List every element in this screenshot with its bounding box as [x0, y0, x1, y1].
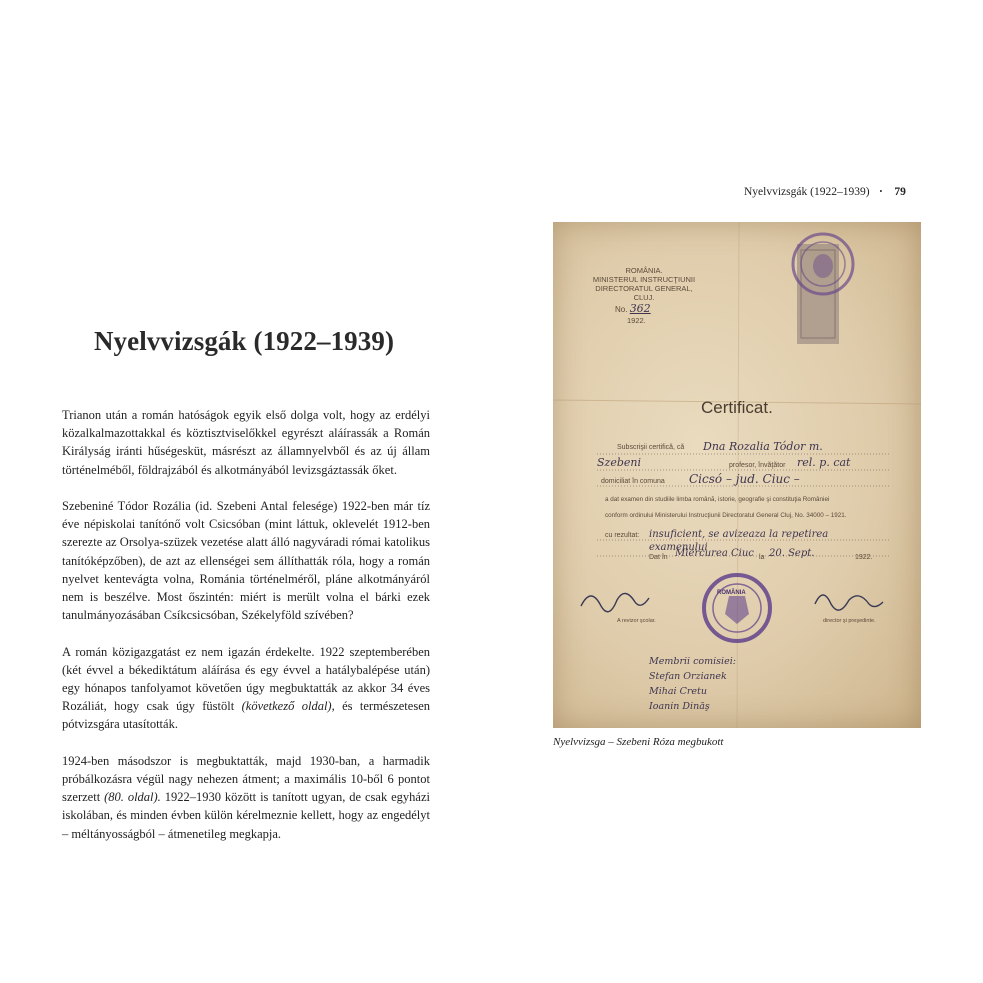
- commission-signatures: [649, 654, 736, 714]
- left-signature-label: A revizor şcolar.: [617, 618, 656, 624]
- paragraph-3: [62, 643, 430, 734]
- commission-line-2: Stefan Orzianek: [649, 671, 727, 682]
- doc-line-6-printed: cu rezultat:: [605, 532, 640, 539]
- number-value: 362: [629, 302, 651, 315]
- doc-line-7-year: 1922.: [855, 554, 873, 561]
- header-line-2: MINISTERUL INSTRUCŢIUNII: [592, 275, 696, 284]
- commission-line-1: Membrii comisiei:: [649, 656, 736, 667]
- commission-line-3: Mihai Cretu: [649, 686, 707, 697]
- paragraph-1: Trianon után a román hatóságok egyik első dolga volt, hogy az erdélyi közalkalmazottakkal és köztisztviselőkkel egyrészt aláírassák a Román Királyság iránti hűségesküt, másrészt az államnyelvből és az új állam történelméből, földrajzából és alkotmányából levizsgáztassák őket.: [62, 408, 430, 477]
- running-head-separator: •: [879, 187, 883, 196]
- doc-line-1-printed: Subscrişii certifică, că: [617, 444, 685, 451]
- doc-line-4-printed: a dat examen din studiile limba română, istorie, geografie şi constituţia României: [605, 496, 830, 503]
- paragraph-4-end: 1922–1930 között is tanított ugyan, de csak egyházi iskolában, és minden évben külön kérelmeznie kellett, hogy az engedélyt – méltányosságból – átmenetileg megkapja.: [62, 790, 431, 841]
- doc-line-1-hand: Dna Rozalia Tódor m.: [703, 440, 823, 453]
- paragraph-4-reference: (80. oldal).: [104, 790, 161, 805]
- paragraph-4-text: 1924-ben másodszor is megbuktatták, majd 1930-ban, a harmadik próbálkozásra végül nagy nehezen átment; a maximális 10-ből 6 pontot szerzett: [62, 753, 430, 805]
- number-label: No.: [615, 305, 628, 314]
- document-header: [589, 266, 699, 302]
- doc-line-3-hand: Cicsó – jud. Ciuc –: [689, 472, 800, 486]
- commission-line-4: Ioanin Dinăş: [649, 701, 710, 712]
- paragraph-4: [62, 752, 430, 843]
- header-line-1: ROMÂNIA.: [625, 266, 663, 275]
- running-head-title: Nyelvvizsgák (1922–1939): [744, 186, 870, 198]
- doc-line-7-printed: Dat în: [649, 554, 668, 561]
- doc-line-2-hand: Szebeni: [597, 456, 641, 469]
- body-text: [62, 406, 430, 861]
- paragraph-3-reference: (következő oldal),: [241, 699, 335, 714]
- doc-line-2-hand2: rel. p. cat: [797, 456, 851, 469]
- right-signature-label: director şi preşedinte.: [823, 618, 876, 624]
- paragraph-3-end: és természetesen pótvizsgára utasították.: [62, 699, 430, 732]
- doc-line-3-printed: domiciliat în comuna: [601, 478, 665, 485]
- doc-line-7-hand: Miercurea Ciuc: [675, 548, 754, 559]
- running-head: [744, 186, 906, 198]
- left-signature: [581, 593, 649, 611]
- seal-text: ROMÂNIA: [717, 590, 746, 596]
- doc-line-6-hand: insuficient, se avizeaza la repetirea examenului: [649, 529, 829, 553]
- photo-caption: Nyelvvizsga – Szebeni Róza megbukott: [553, 736, 724, 748]
- certificate-photo: [553, 222, 921, 728]
- page-number: 79: [894, 186, 906, 198]
- doc-line-7-hand2: 20. Sept.: [769, 548, 815, 559]
- doc-line-2-printed: profesor, învăţător: [729, 462, 786, 469]
- paragraph-2: Szebeniné Tódor Rozália (id. Szebeni Antal felesége) 1922-ben már tíz éve népiskolai tanítónő volt Csicsóban (mint láttuk, oklevelét 1912-ben szerezte az Orsolya-szüzek vezetése alatt álló nagyváradi római katolikus tanítóképzőben), de azt az ellenségei sem állíthatták róla, hogy a román nyelvet kentevágta volna, Románia történelméről, pláne alkotmányáról nem is beszélve. Most őszintén: miért is merült volna el bárki ezek tanulmányozásában Csíkcsicsóban, Székelyföld szívében?: [62, 499, 430, 623]
- right-signature: [815, 595, 883, 610]
- header-line-3: DIRECTORATUL GENERAL, CLUJ.: [595, 284, 693, 302]
- doc-line-5-printed: conform ordinului Ministerului Instrucţiunii Directoratul General Cluj, No. 34000 – 1921.: [605, 512, 847, 519]
- paragraph-3-text: A román közigazgatást ez nem igazán érdekelte. 1922 szeptemberében (két évvel a békediktátum aláírása és egy évvel a hatálybalépése után) egy hónapos tanfolyamot követően úgy megbuktatták az akkor 34 éves Rozáliát, hogy csak úgy füstölt: [62, 644, 430, 714]
- document-number: [615, 302, 651, 315]
- document-title: Certificat.: [701, 398, 773, 417]
- document-year: 1922.: [627, 316, 646, 325]
- doc-line-7-printed2: la: [759, 554, 765, 561]
- chapter-heading: Nyelvvizsgák (1922–1939): [93, 326, 395, 356]
